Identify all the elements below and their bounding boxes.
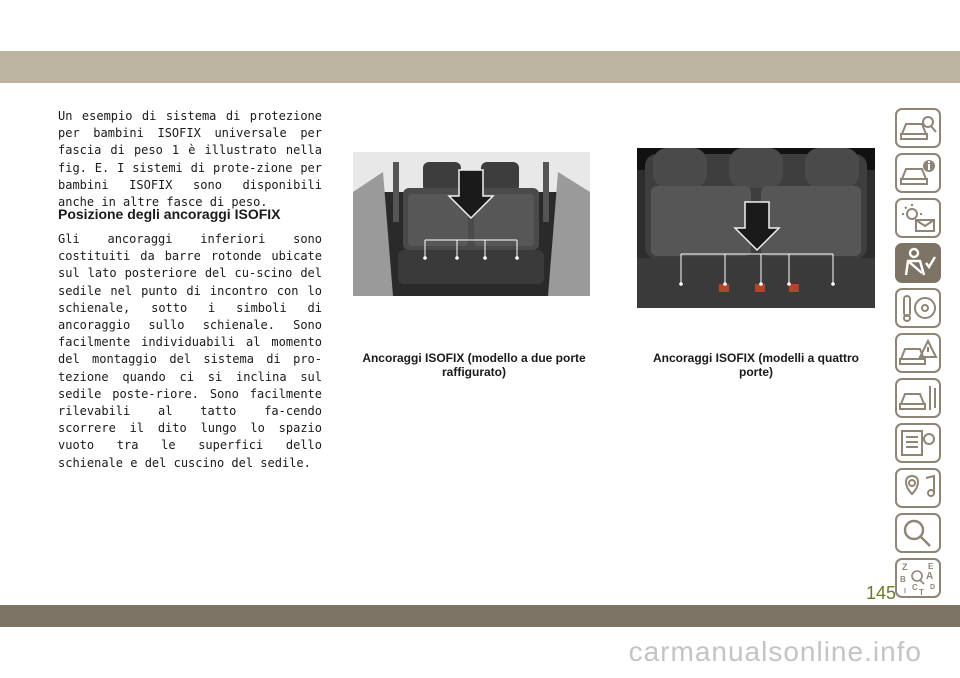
car-warning-icon[interactable] — [895, 333, 941, 373]
section-heading: Posizione degli ancoraggi ISOFIX — [58, 206, 281, 222]
index-letter: T — [919, 588, 924, 596]
index-letter: Z — [902, 562, 908, 572]
header-band — [0, 51, 960, 83]
page-number: 145 — [865, 583, 896, 603]
figure-caption-left: Ancoraggi ISOFIX (modello a due porte raffigurato) — [362, 351, 586, 379]
intro-paragraph: Un esempio di sistema di protezione per bambini ISOFIX universale per fascia di peso 1 è illustrato nella fig. E. I sistemi di prote-zione per bambini ISOFIX sono disponibili anche in altre fasce di peso. — [58, 109, 322, 210]
car-info-icon[interactable] — [895, 153, 941, 193]
index-letter: C — [912, 583, 918, 592]
figure-caption-right: Ancoraggi ISOFIX (modelli a quattro porte) — [652, 351, 859, 379]
specifications-gear-icon[interactable] — [895, 423, 941, 463]
search-icon[interactable] — [895, 513, 941, 553]
car-search-icon[interactable] — [895, 108, 941, 148]
anchor-description-paragraph: Gli ancoraggi inferiori sono costituiti da barre rotonde ubicate sul lato posteriore del cu-scino del sedile nel punto di incontro con lo schienale, sotto i simboli di ancoraggio sullo schienale. Sono facilmente individuabili al momento del montaggio del sistema di pro-tezione quando ci si inclina sul sedile poste-riore. Sono facilmente rilevabili al tatto fa-cendo scorrere il dito lungo lo spazio vuoto tra le superfici dello schienale e del cuscino del sedile. — [58, 232, 322, 470]
seatbelt-passenger-icon[interactable] — [895, 243, 941, 283]
car-maintenance-icon[interactable] — [895, 378, 941, 418]
alphabetical-index-icon[interactable] — [895, 558, 941, 598]
warning-lights-message-icon[interactable] — [895, 198, 941, 238]
watermark: carmanualsonline.info — [0, 636, 960, 678]
index-letter: A — [926, 571, 934, 582]
multimedia-icon[interactable] — [895, 468, 941, 508]
index-letter: E — [928, 562, 934, 571]
chapter-tab-sidebar — [893, 108, 945, 603]
footer-band — [0, 605, 960, 627]
index-letter: I — [904, 588, 906, 595]
key-steering-wheel-icon[interactable] — [895, 288, 941, 328]
isofix-four-door-photo — [637, 148, 875, 308]
index-letter: B — [900, 575, 906, 584]
isofix-two-door-photo — [353, 152, 590, 296]
index-letter: D — [930, 584, 936, 591]
